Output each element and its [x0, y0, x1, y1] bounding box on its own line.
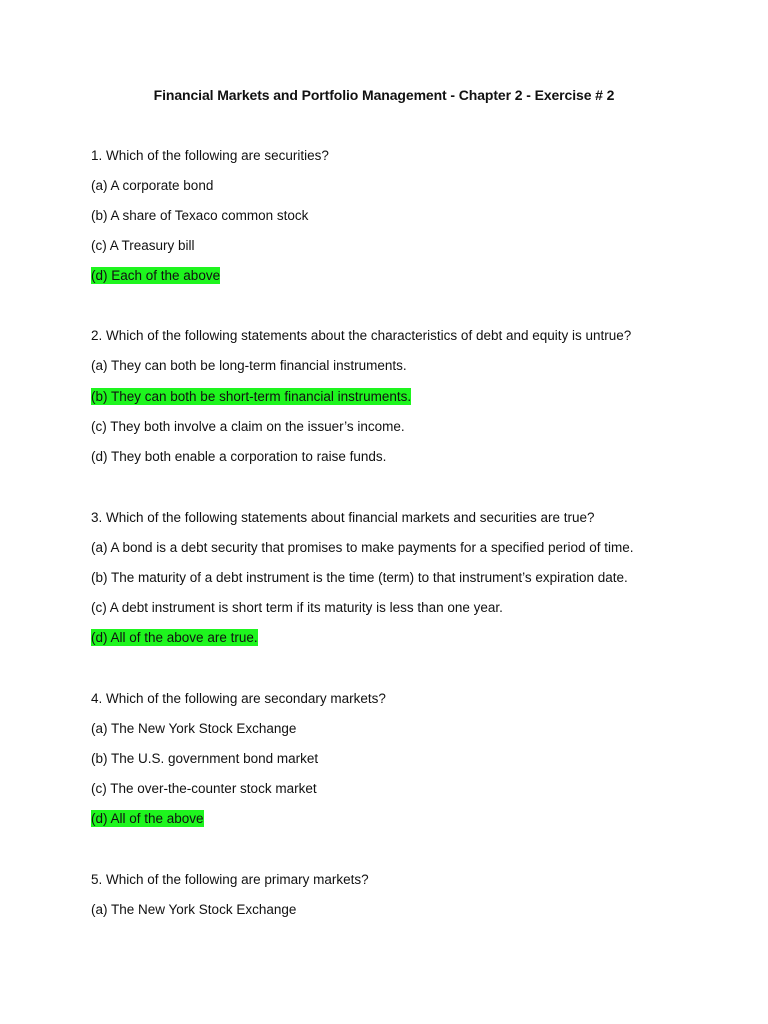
- question-2-option-d: (d) They both enable a corporation to raise funds.: [91, 449, 387, 464]
- question-2-text: 2. Which of the following statements about the characteristics of debt and equity is untrue?: [91, 328, 632, 343]
- question-4-option-a: (a) The New York Stock Exchange: [91, 721, 297, 736]
- question-4-option-c: (c) The over-the-counter stock market: [91, 781, 317, 796]
- question-4-option-b: (b) The U.S. government bond market: [91, 751, 319, 766]
- question-3-text: 3. Which of the following statements about financial markets and securities are true?: [91, 510, 595, 525]
- question-2-option-b-answer-highlight: (b) They can both be short-term financial instruments.: [91, 389, 412, 404]
- question-1-option-d-answer-highlight: (d) Each of the above: [91, 268, 221, 283]
- question-5-option-a: (a) The New York Stock Exchange: [91, 902, 297, 917]
- question-3-option-d-answer-highlight: (d) All of the above are true.: [91, 630, 258, 645]
- question-3-option-a: (a) A bond is a debt security that promises to make payments for a specified period of time.: [91, 540, 634, 555]
- question-3-option-c: (c) A debt instrument is short term if its maturity is less than one year.: [91, 600, 503, 615]
- question-4-option-d-answer-highlight: (d) All of the above: [91, 811, 204, 826]
- question-2-option-a: (a) They can both be long-term financial instruments.: [91, 358, 407, 373]
- document-title: Financial Markets and Portfolio Management - Chapter 2 - Exercise # 2: [153, 87, 615, 103]
- question-3-option-b: (b) The maturity of a debt instrument is the time (term) to that instrument’s expiration date.: [91, 570, 628, 585]
- question-1-option-a: (a) A corporate bond: [91, 178, 214, 193]
- question-1-option-b: (b) A share of Texaco common stock: [91, 208, 309, 223]
- question-4-text: 4. Which of the following are secondary markets?: [91, 691, 386, 706]
- question-2-option-c: (c) They both involve a claim on the issuer’s income.: [91, 419, 405, 434]
- question-1-option-c: (c) A Treasury bill: [91, 238, 195, 253]
- question-5-text: 5. Which of the following are primary markets?: [91, 872, 369, 887]
- question-1-text: 1. Which of the following are securities?: [91, 148, 329, 163]
